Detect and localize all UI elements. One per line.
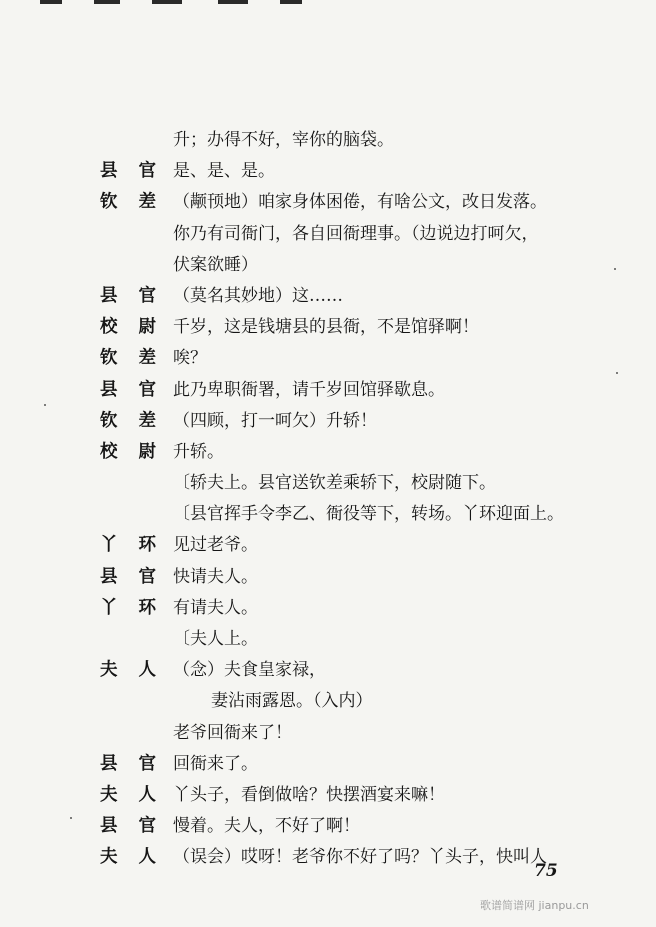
script-line [0, 468, 656, 499]
speaker-name: 钦 差 [100, 192, 156, 213]
script-line [0, 749, 656, 780]
dialogue-text: 见过老爷。 [173, 535, 258, 556]
script-line [0, 219, 656, 250]
speaker-name: 夫 人 [100, 847, 156, 868]
top-edge-marks [40, 0, 300, 6]
dialogue-text: 丫头子，看倒做啥？快摆酒宴来嘛！ [173, 784, 445, 805]
speaker-name: 县 官 [100, 816, 156, 837]
stage-direction: 〔县官挥手令李乙、衙役等下，转场。丫环迎面上。 [173, 504, 564, 525]
speaker-name: 夫 人 [100, 660, 156, 681]
dialogue-text: （颟顸地）咱家身体困倦，有啥公文，改日发落。 [173, 192, 547, 213]
script-line [0, 250, 656, 281]
dialogue-text: （念）夫食皇家禄， [173, 660, 326, 681]
dialogue-text: 回衙来了。 [173, 753, 258, 774]
script-line [0, 655, 656, 686]
speaker-name: 夫 人 [100, 784, 156, 805]
dialogue-text: 升；办得不好，宰你的脑袋。 [173, 130, 394, 150]
dialogue-text: 千岁，这是钱塘县的县衙，不是馆驿啊！ [173, 317, 479, 338]
speaker-name: 县 官 [100, 379, 156, 400]
speaker-name: 校 尉 [100, 317, 156, 338]
dialogue-text: 老爷回衙来了！ [173, 722, 292, 743]
speaker-name: 丫 环 [100, 597, 156, 618]
speck [70, 817, 72, 819]
speaker-name: 县 官 [100, 566, 156, 587]
dialogue-text: 唉？ [173, 348, 207, 369]
speaker-name: 丫 环 [100, 535, 156, 556]
script-line [0, 811, 656, 842]
script-line [0, 780, 656, 811]
speck [616, 372, 618, 374]
script-body [0, 125, 656, 874]
dialogue-text: 升轿。 [173, 441, 224, 462]
speaker-name: 县 官 [100, 285, 156, 306]
script-line [0, 125, 656, 156]
speck [614, 268, 616, 270]
script-line [0, 375, 656, 406]
script-line [0, 718, 656, 749]
dialogue-text: （误会）哎呀！老爷你不好了吗？丫头子，快叫人 [173, 847, 547, 868]
speaker-name: 县 官 [100, 753, 156, 774]
dialogue-text: 慢着。夫人，不好了啊！ [173, 816, 360, 837]
script-line [0, 437, 656, 468]
script-line [0, 281, 656, 312]
speck [44, 404, 46, 406]
dialogue-text: （四顾，打一呵欠）升轿！ [173, 410, 377, 431]
speaker-name: 校 尉 [100, 441, 156, 462]
dialogue-text: 妻沾雨露恩。（入内） [211, 691, 373, 712]
script-line [0, 499, 656, 530]
stage-direction: 〔轿夫上。县官送钦差乘轿下，校尉随下。 [173, 473, 496, 494]
script-line [0, 187, 656, 218]
dialogue-text: （莫名其妙地）这…… [173, 285, 343, 306]
script-line [0, 593, 656, 624]
script-line [0, 562, 656, 593]
dialogue-text: 你乃有司衙门，各自回衙理事。（边说边打呵欠， [173, 223, 539, 244]
watermark: 歌谱简谱网 jianpu.cn [480, 899, 589, 912]
dialogue-text: 是、是、是。 [173, 161, 275, 182]
dialogue-text: 快请夫人。 [173, 566, 258, 587]
dialogue-text: 有请夫人。 [173, 597, 258, 618]
page-number: 75 [534, 861, 558, 881]
script-line [0, 686, 656, 717]
dialogue-text: 伏案欲睡） [173, 254, 258, 275]
speaker-name: 钦 差 [100, 410, 156, 431]
speaker-name: 县 官 [100, 161, 156, 182]
script-line [0, 624, 656, 655]
dialogue-text: 此乃卑职衙署，请千岁回馆驿歇息。 [173, 379, 445, 400]
script-line [0, 406, 656, 437]
stage-direction: 〔夫人上。 [173, 629, 258, 649]
script-line [0, 156, 656, 187]
script-line [0, 530, 656, 561]
speaker-name: 钦 差 [100, 348, 156, 369]
script-line [0, 312, 656, 343]
script-line [0, 343, 656, 374]
